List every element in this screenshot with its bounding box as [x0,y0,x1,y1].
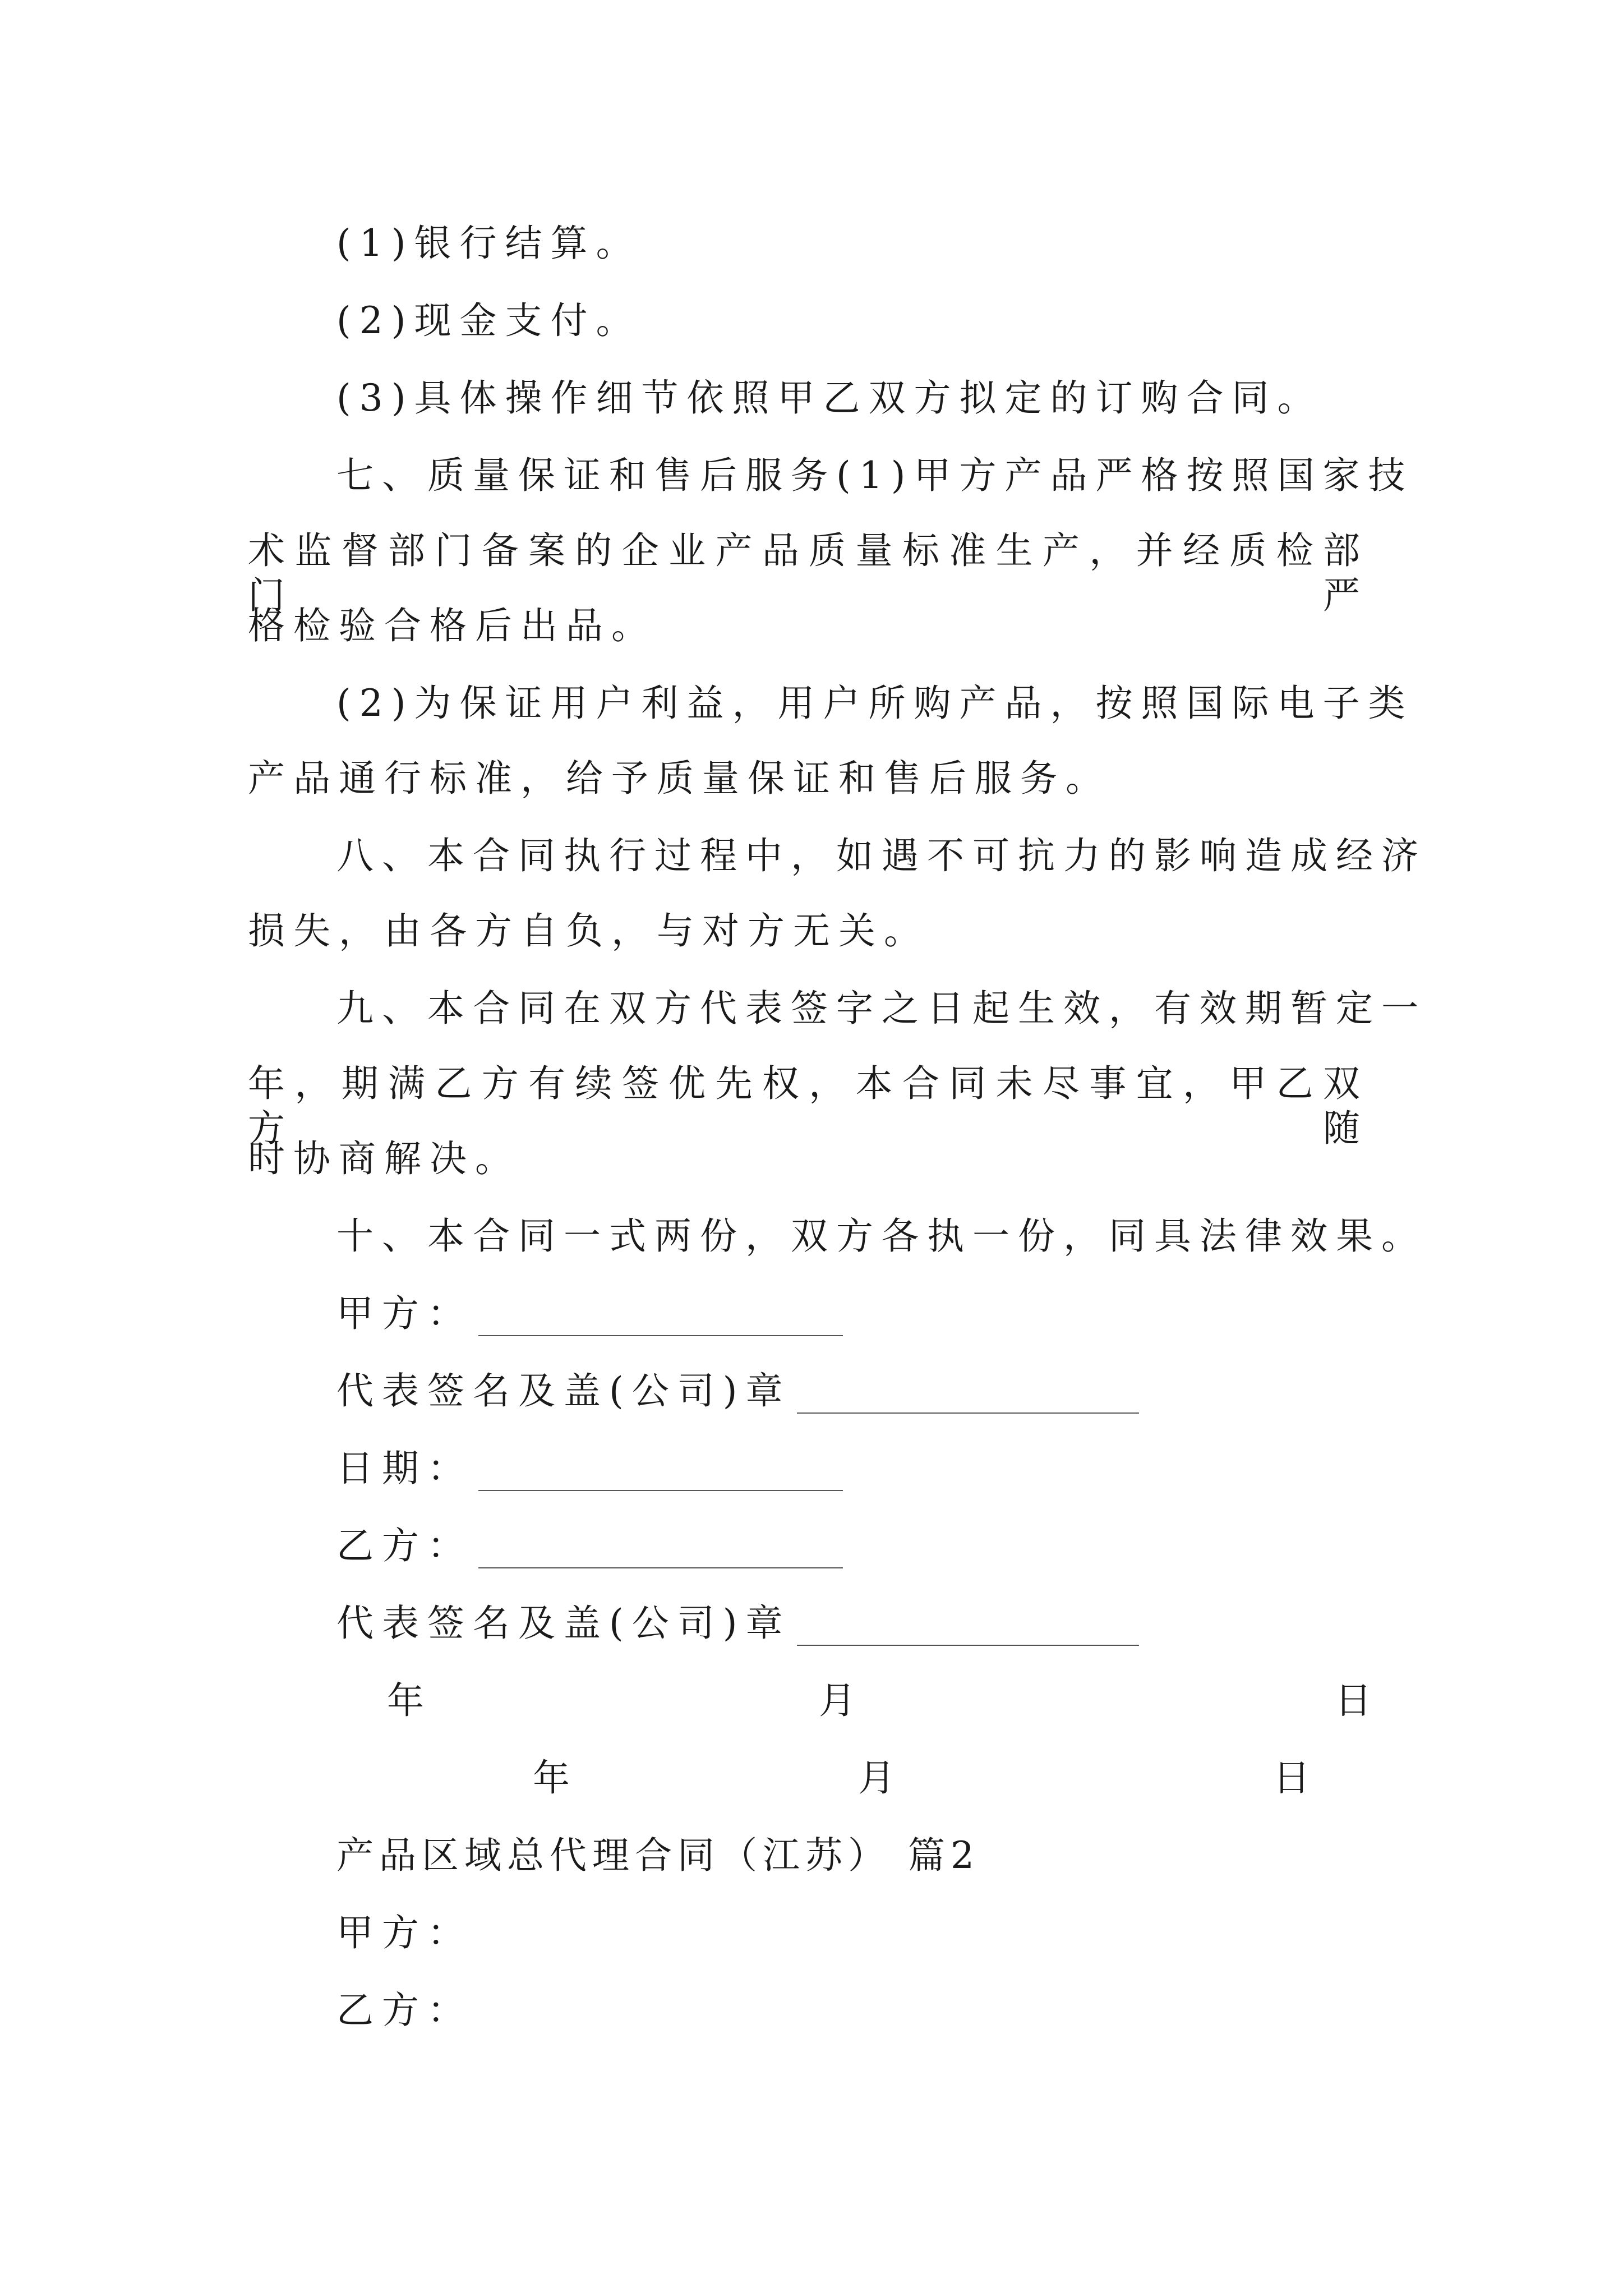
date-row [336,1446,843,1491]
rep-b-blank[interactable] [797,1609,1139,1646]
rep-b-label: 代表签名及盖(公司)章 [336,1602,791,1645]
date-row2-year: 年 [533,1756,570,1800]
section8-line-2: 损失，由各方自负，与对方无关。 [248,909,929,953]
section7-line-4: (2)为保证用户利益，用户所购产品，按照国际电子类 [336,682,1414,725]
section7-line-1: 七、质量保证和售后服务(1)甲方产品严格按照国家技 [336,454,1414,497]
section8-line-1: 八、本合同执行过程中，如遇不可抗力的影响造成经济 [336,834,1427,877]
payment-item-1: (1)银行结算。 [336,222,642,265]
rep-b-row [336,1601,1139,1646]
rep-a-blank[interactable] [797,1377,1139,1414]
date-row1-year: 年 [387,1679,424,1722]
next-contract-title: 产品区域总代理合同（江苏） 篇2 [336,1834,980,1877]
section10-line-1: 十、本合同一式两份，双方各执一份，同具法律效果。 [336,1214,1427,1258]
next-party-b-label: 乙方： [336,1989,473,2032]
payment-item-3: (3)具体操作细节依照甲乙双方拟定的订购合同。 [336,376,1323,420]
party-b-label: 乙方： [336,1524,473,1567]
next-party-a-label: 甲方： [336,1911,473,1954]
section9-line-1: 九、本合同在双方代表签字之日起生效，有效期暂定一 [336,987,1427,1030]
section7-line-5: 产品通行标准，给予质量保证和售后服务。 [248,757,1111,800]
section7-line-3: 格检验合格后出品。 [248,604,657,647]
party-a-label: 甲方： [336,1292,473,1335]
date-row1-day: 日 [1335,1679,1372,1722]
section7-line-2: 术监督部门备案的企业产品质量标准生产，并经质检部门严 [248,529,1368,617]
party-b-blank[interactable] [478,1531,843,1568]
date-row2-month: 月 [858,1756,895,1800]
party-b-row [336,1524,843,1568]
date-row2-day: 日 [1273,1756,1310,1800]
party-a-row [336,1291,843,1336]
rep-a-label: 代表签名及盖(公司)章 [336,1369,791,1412]
date-blank[interactable] [478,1454,843,1491]
section9-line-3: 时协商解决。 [248,1137,520,1180]
payment-item-2: (2)现金支付。 [336,299,642,342]
rep-a-row [336,1369,1139,1414]
date-row1-month: 月 [819,1679,856,1722]
party-a-blank[interactable] [478,1299,843,1336]
section9-line-2: 年，期满乙方有续签优先权，本合同未尽事宜，甲乙双方随 [248,1062,1368,1150]
date-label: 日期： [336,1447,473,1490]
